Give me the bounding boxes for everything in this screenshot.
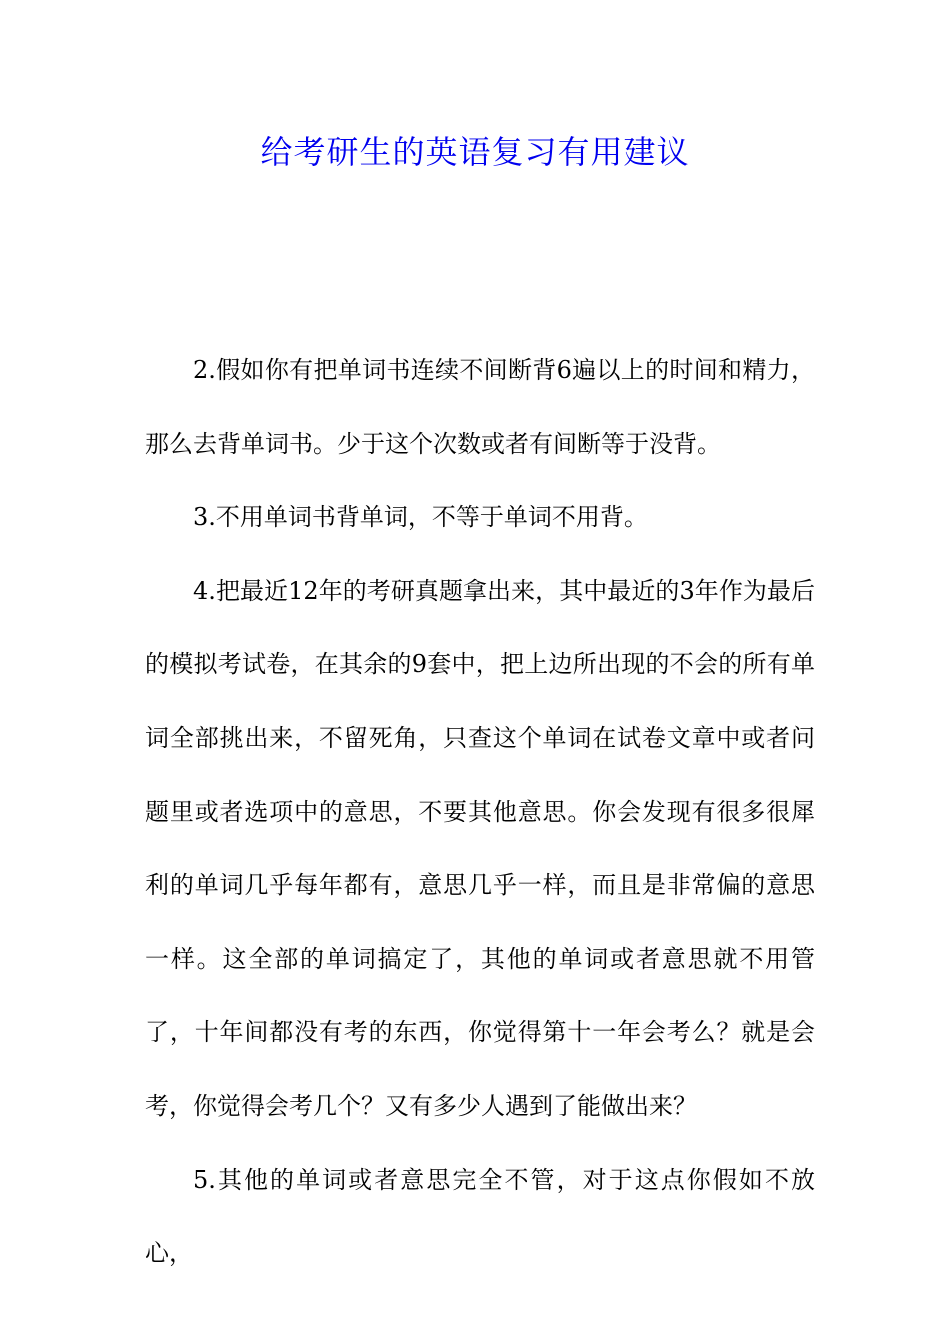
- paragraph-item-3: 3.不用单词书背单词，不等于单词不用背。: [193, 503, 648, 532]
- document-body: [145, 334, 815, 1291]
- document-title: 给考研生的英语复习有用建议: [260, 133, 690, 171]
- paragraph-item-4: 4.把最近12年的考研真题拿出来，其中最近的3年作为最后的模拟考试卷，在其余的9套中，把上边所出现的不会的所有单词全部挑出来，不留死角，只查这个单词在试卷文章中或者问题里或者选项中的意思，不要其他意思。你会发现有很多很犀利的单词几乎每年都有，意思几乎一样，而且是非常偏的意思一样。这全部的单词搞定了，其他的单词或者意思就不用管了，十年间都没有考的东西，你觉得第十一年会考么？就是会考，你觉得会考几个？又有多少人遇到了能做出来？: [145, 576, 815, 1120]
- paragraph-item-5: 5.其他的单词或者意思完全不管，对于这点你假如不放心，: [145, 1165, 815, 1268]
- paragraph-item-2: 2.假如你有把单词书连续不间断背6遍以上的时间和精力，那么去背单词书。少于这个次数或者有间断等于没背。: [145, 356, 815, 458]
